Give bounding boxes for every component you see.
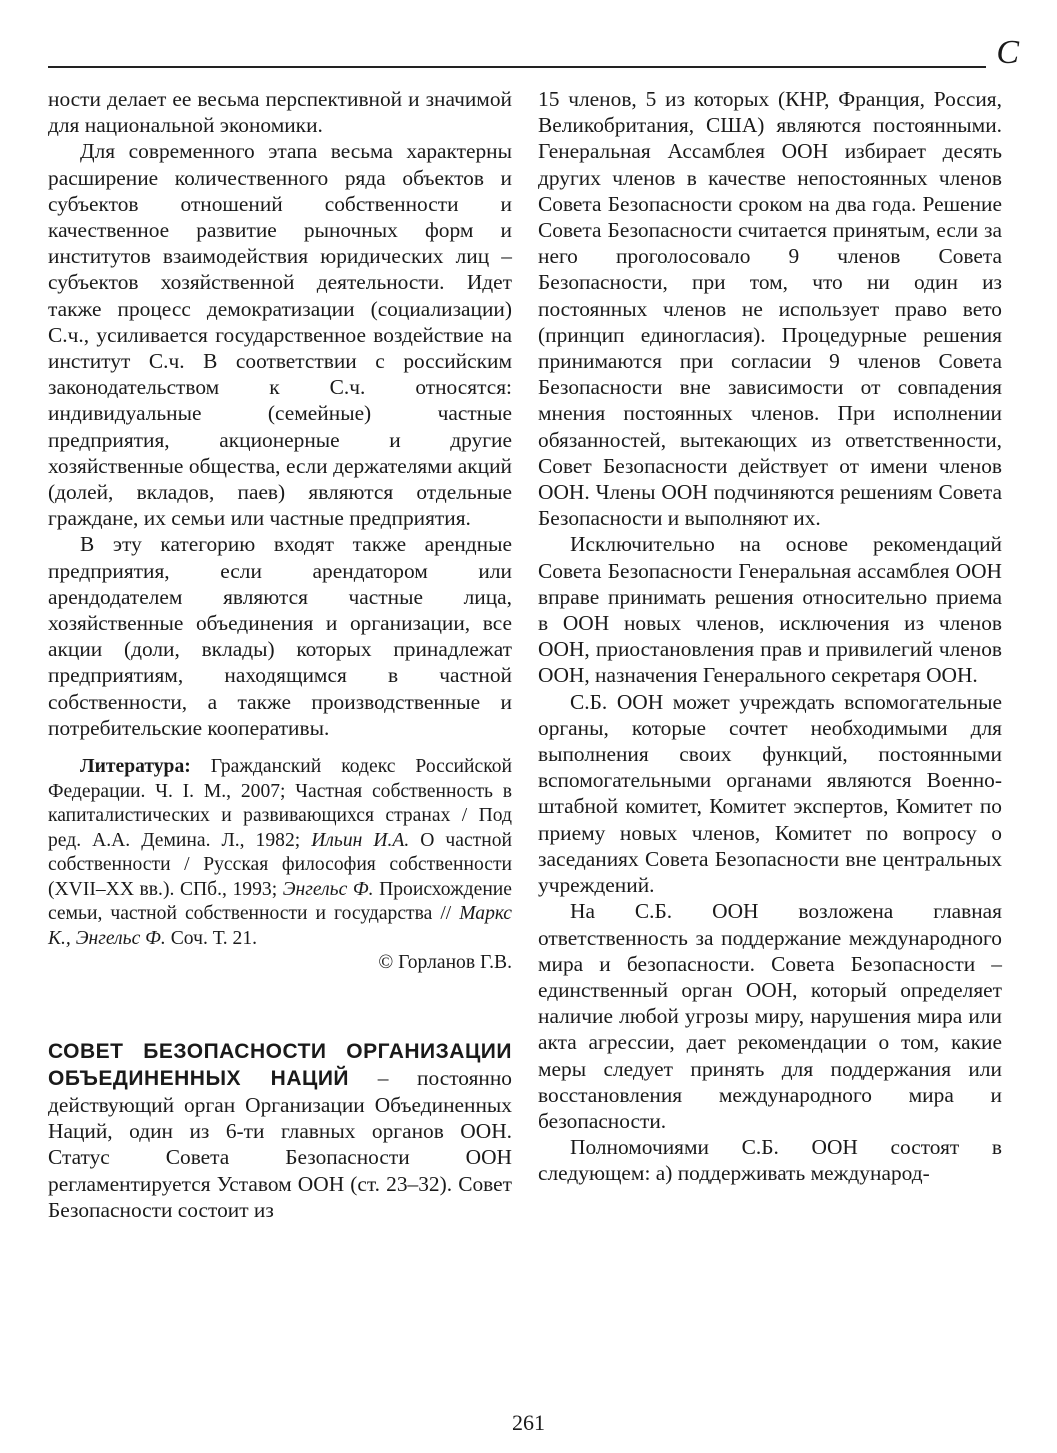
lit-text: Гражданский кодекс Российской Федерации. Ч. I. М., 2007; Частная собственность в капиталистических и развивающихся странах / Под ред. А.А. Демина. Л., 1982; bbox=[48, 756, 512, 851]
left-column bbox=[48, 86, 512, 1223]
paragraph: В эту категорию входят также арендные предприятия, если арендатором или арендодателем являются частные лица, хозяйственные объединения и организации, все акции (доли, вклады) которых принадлежат предприятиям, находящимся в частной собственности, а также производственные и потребительские кооперативы. bbox=[48, 532, 512, 740]
lit-text: Соч. Т. 21. bbox=[165, 927, 258, 949]
paragraph: Полномочиями С.Б. ООН состоят в следующем: а) поддерживать международ- bbox=[538, 1135, 1002, 1186]
header-rule bbox=[48, 66, 986, 68]
entry-text: – постоянно действующий орган Организации Объединенных Наций, один из 6-ти главных органов ООН. Статус Совета Безопасности ООН регламентируется Уставом ООН (ст. 23–32). Совет Безопасности состоит из bbox=[48, 1065, 512, 1222]
paragraph: С.Б. ООН может учреждать вспомогательные органы, которые сочтет необходимыми для выполнения своих функций, постоянными вспомогательными органами являются Военно-штабной комитет, Комитет экспертов, Комитет по приему новых членов, Комитет по вопросу о заседаниях Совета Безопасности вне центральных учреждений. bbox=[538, 689, 1002, 898]
lit-author: Ильин И.А. bbox=[311, 829, 410, 851]
paragraph: ности делает ее весьма перспективной и значимой для национальной экономики. bbox=[48, 87, 512, 138]
paragraph: Исключительно на основе рекомендаций Совета Безопасности Генеральная ассамблея ООН вправе принимать решения относительно приема в ООН новых членов, исключения из членов ООН, приостановления прав и привилегий членов ООН, назначения Генерального секретаря ООН. bbox=[538, 532, 1002, 688]
paragraph: Для современного этапа весьма характерны расширение количественного ряда объектов и субъектов отношений собственности и качественное развитие рыночных форм и институтов взаимодействия юридических лиц – субъектов хозяйственной деятельности. Идет также процесс демократизации (социализации) С.ч., усиливается государственное воздействие на институт С.ч. В соответствии с российским законодательством к С.ч. относятся: индивидуальные (семейные) частные предприятия, акционерные и другие хозяйственные общества, если держателями акций (долей, вкладов, паев) являются отдельные граждане, их семьи или частные предприятия. bbox=[48, 139, 512, 531]
lit-text: Происхождение семьи, частной собственности и государства // bbox=[48, 878, 512, 925]
paragraph: На С.Б. ООН возложена главная ответственность за поддержание международного мира и безопасности. Совета Безопасности – единственный орган ООН, который определяет наличие любой угрозы миру, нарушения мира или акта агрессии, дает рекомендации о том, какие меры следует принять для поддержания или восстановления международного мира и безопасности. bbox=[538, 899, 1002, 1133]
running-head-letter: С bbox=[996, 34, 1019, 71]
literature-label: Литература: bbox=[80, 756, 191, 778]
entry-heading: СОВЕТ БЕЗОПАСНОСТИ ОРГАНИЗАЦИИ ОБЪЕДИНЕННЫХ НАЦИЙ bbox=[48, 1039, 512, 1090]
lit-text: О частной собственности / Русская философия собственности (XVII–XX вв.). СПб., 1993; bbox=[48, 829, 512, 900]
lit-author: Маркс К., Энгельс Ф. bbox=[48, 903, 512, 949]
entry bbox=[48, 1038, 512, 1223]
lit-author: Энгельс Ф. bbox=[282, 878, 374, 900]
signature: © Горланов Г.В. bbox=[378, 952, 512, 974]
literature bbox=[48, 755, 512, 951]
paragraph: 15 членов, 5 из которых (КНР, Франция, Россия, Великобритания, США) являются постоянными. Генеральная Ассамблея ООН избирает десять других членов в качестве непостоянных членов Совета Безопасности сроком на два года. Решение Совета Безопасности считается принятым, если за него проголосовало 9 членов Совета Безопасности, при том, что ни один из постоянных членов не использует право вето (принцип единогласия). Процедурные решения принимаются при согласии 9 членов Совета Безопасности вне зависимости от совпадения мнения постоянных членов. При исполнении обязанностей, вытекающих из ответственности, Совет Безопасности действует от имени членов ООН. Члены ООН подчиняются решениям Совета Безопасности и выполняют их. bbox=[538, 87, 1002, 531]
page-number: 261 bbox=[512, 1410, 545, 1435]
right-column bbox=[538, 86, 1002, 1187]
